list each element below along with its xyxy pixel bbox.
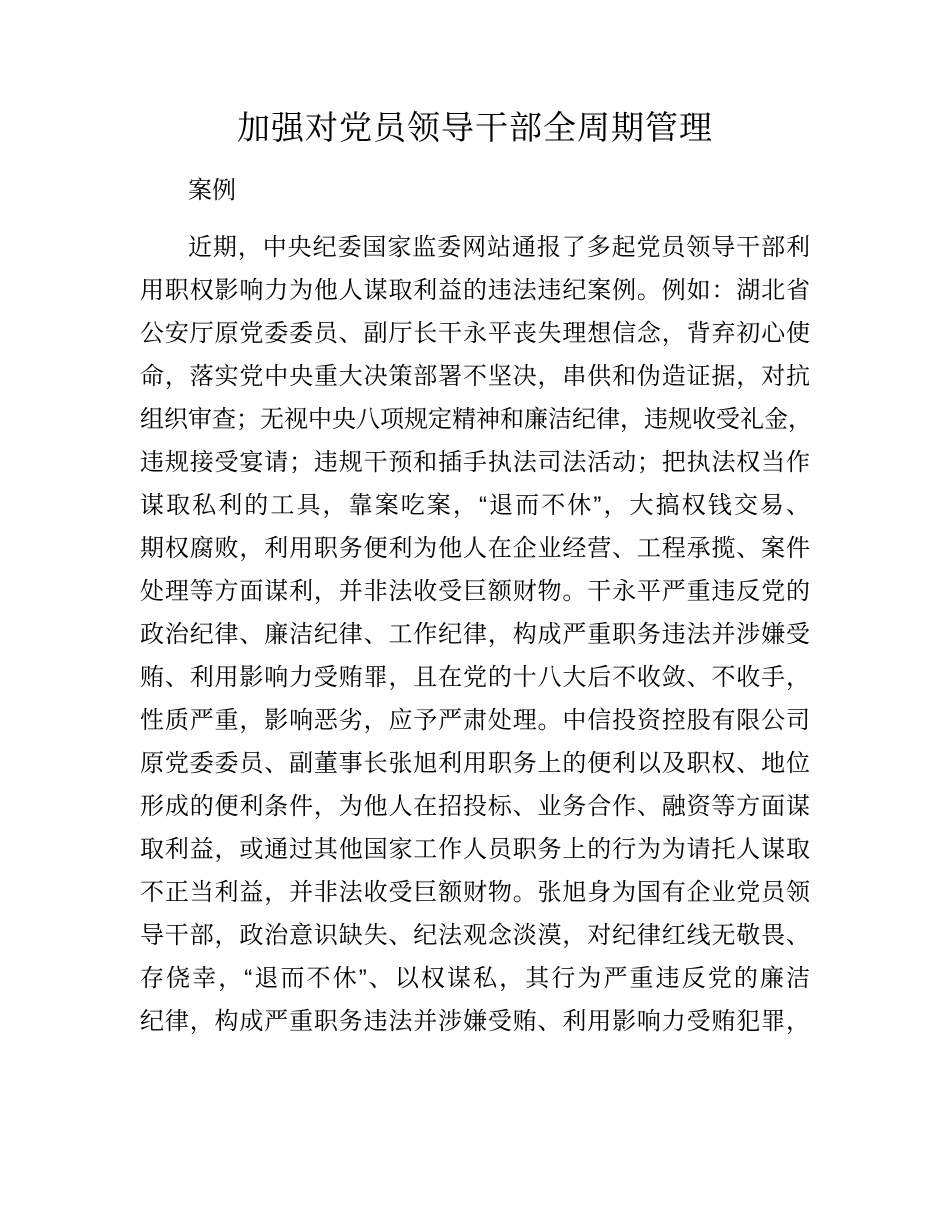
paragraph-line: 原党委委员、副董事长张旭利用职务上的便利以及职权、地位 — [140, 750, 810, 777]
paragraph-line: 取利益，或通过其他国家工作人员职务上的行为为请托人谋取 — [140, 836, 810, 863]
paragraph-line: 公安厅原党委委员、副厅长干永平丧失理想信念，背弃初心使 — [140, 320, 810, 347]
paragraph-line: 贿、利用影响力受贿罪，且在党的十八大后不收敛、不收手， — [140, 664, 810, 691]
document-body-paragraph — [140, 226, 810, 1043]
paragraph-line: 存侥幸，“退而不休”、以权谋私，其行为严重违反党的廉洁 — [140, 965, 810, 992]
paragraph-line: 政治纪律、廉洁纪律、工作纪律，构成严重职务违法并涉嫌受 — [140, 621, 810, 648]
paragraph-line: 组织审查；无视中央八项规定精神和廉洁纪律，违规收受礼金， — [140, 406, 812, 433]
paragraph-line: 导干部，政治意识缺失、纪法观念淡漠，对纪律红线无敬畏、 — [140, 922, 810, 949]
paragraph-line: 不正当利益，并非法收受巨额财物。张旭身为国有企业党员领 — [140, 879, 810, 906]
paragraph-line: 谋取私利的工具，靠案吃案，“退而不休”，大搞权钱交易、 — [140, 492, 810, 519]
paragraph-line: 用职权影响力为他人谋取利益的违法违纪案例。例如：湖北省 — [140, 277, 810, 304]
paragraph-line: 期权腐败，利用职务便利为他人在企业经营、工程承揽、案件 — [140, 535, 810, 562]
paragraph-line: 纪律，构成严重职务违法并涉嫌受贿、利用影响力受贿犯罪， — [140, 1008, 810, 1035]
document-title: 加强对党员领导干部全周期管理 — [237, 109, 713, 146]
paragraph-line: 形成的便利条件，为他人在招投标、业务合作、融资等方面谋 — [140, 793, 810, 820]
paragraph-line: 性质严重，影响恶劣，应予严肃处理。中信投资控股有限公司 — [140, 707, 810, 734]
paragraph-line: 命，落实党中央重大决策部署不坚决，串供和伪造证据，对抗 — [140, 363, 810, 390]
paragraph-line: 违规接受宴请；违规干预和插手执法司法活动；把执法权当作 — [140, 449, 810, 476]
document-subtitle: 案例 — [188, 177, 236, 204]
paragraph-line: 近期，中央纪委国家监委网站通报了多起党员领导干部利 — [188, 234, 810, 261]
paragraph-line: 处理等方面谋利，并非法收受巨额财物。干永平严重违反党的 — [140, 578, 810, 605]
